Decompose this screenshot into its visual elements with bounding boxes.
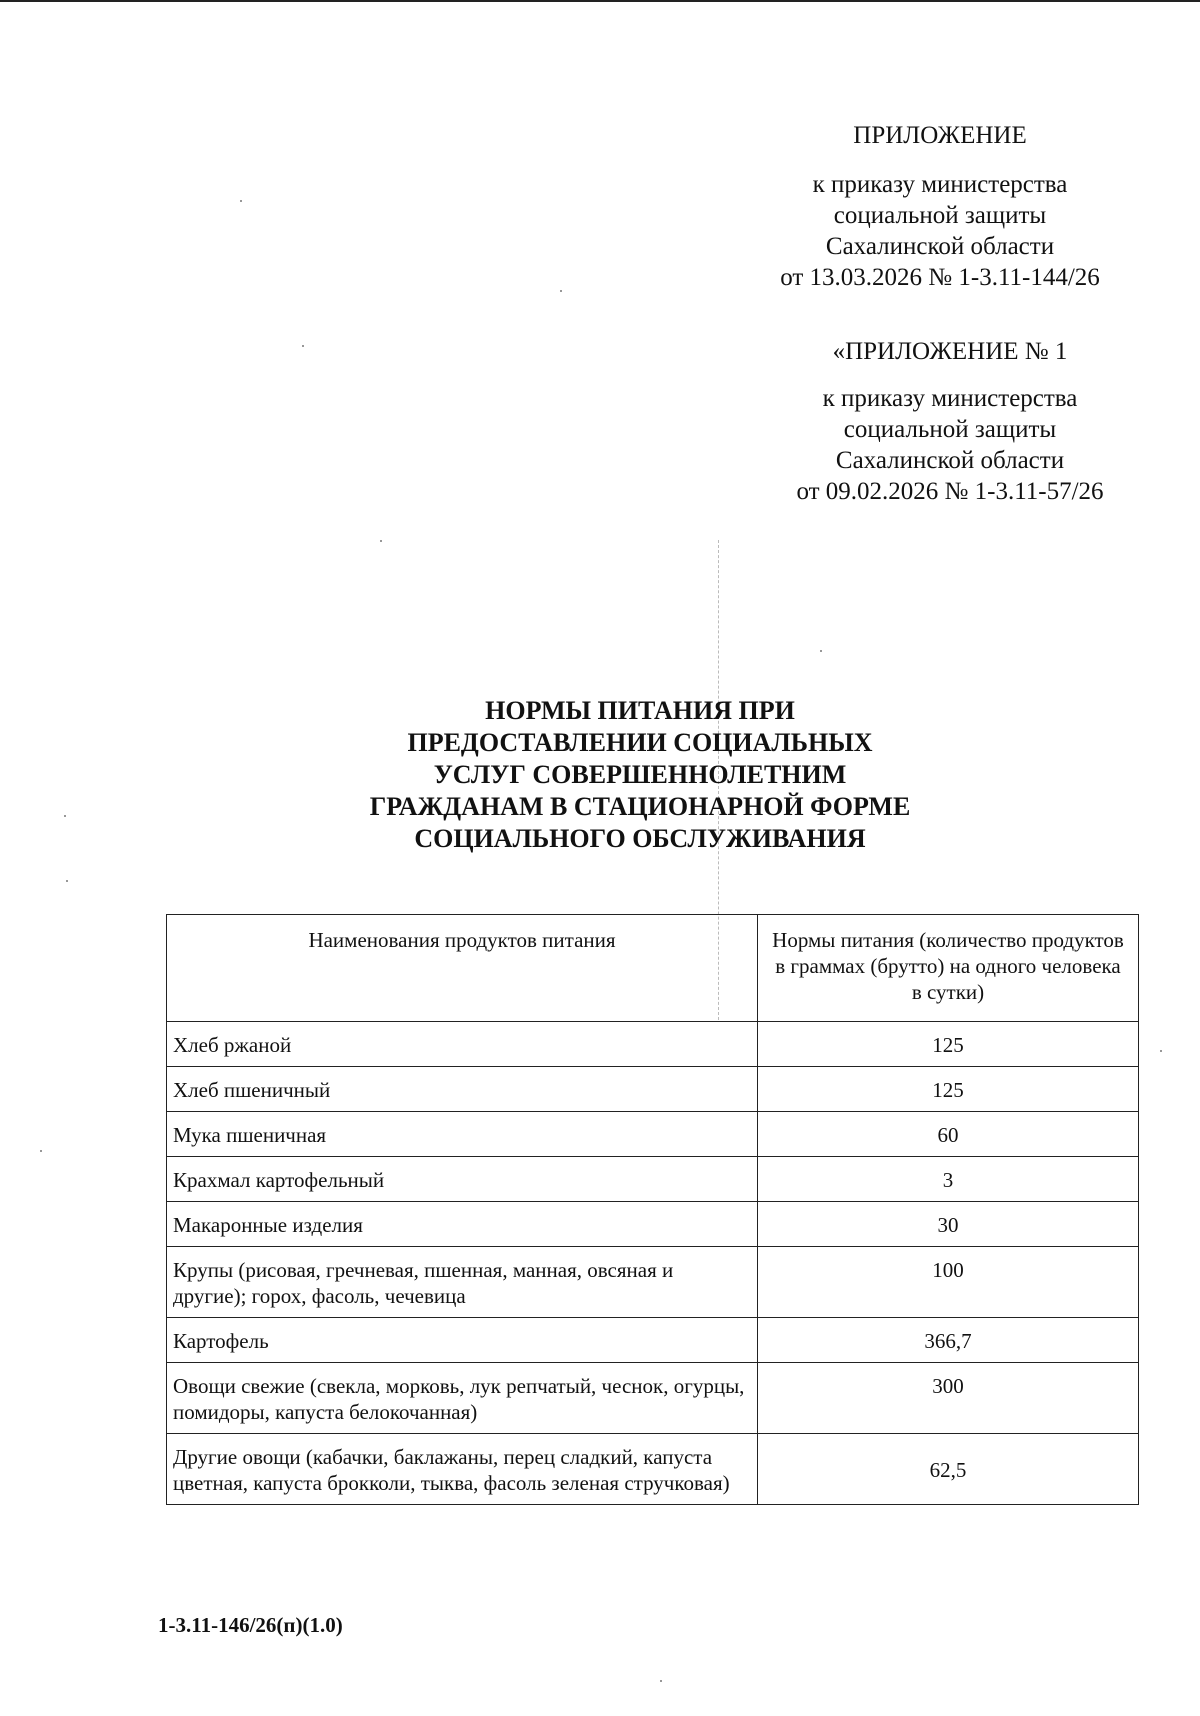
product-name: Крахмал картофельный (167, 1157, 758, 1202)
document-title (160, 695, 1120, 855)
appendix-line: Сахалинской области (825, 233, 1055, 260)
title-line: ГРАЖДАНАМ В СТАЦИОНАРНОЙ ФОРМЕ (369, 792, 911, 821)
product-name: Другие овощи (кабачки, баклажаны, перец сладкий, капуста цветная, капуста брокколи, тыква, фасоль зеленая стручковая) (167, 1434, 758, 1505)
table-row (167, 1112, 1139, 1157)
scan-speck (64, 815, 66, 817)
norm-value: 60 (758, 1112, 1139, 1157)
title-line: СОЦИАЛЬНОГО ОБСЛУЖИВАНИЯ (414, 824, 866, 853)
table-row (167, 1247, 1139, 1318)
product-name: Крупы (рисовая, гречневая, пшенная, манная, овсяная и другие); горох, фасоль, чечевица (167, 1247, 758, 1318)
table-row (167, 1434, 1139, 1505)
norm-value: 300 (758, 1363, 1139, 1434)
scan-speck (1160, 1050, 1162, 1052)
appendix-line: к приказу министерства (812, 171, 1068, 198)
appendix-line: социальной защиты (833, 202, 1047, 229)
scan-speck (660, 1680, 662, 1682)
table-row (167, 1157, 1139, 1202)
product-name: Картофель (167, 1318, 758, 1363)
appendix-block-previous (740, 336, 1160, 507)
table-row (167, 1363, 1139, 1434)
appendix-heading: «ПРИЛОЖЕНИЕ № 1 (832, 338, 1068, 365)
norm-value: 3 (758, 1157, 1139, 1202)
norm-value: 62,5 (758, 1434, 1139, 1505)
norm-value: 125 (758, 1022, 1139, 1067)
scan-speck (66, 880, 68, 882)
scan-speck (240, 200, 242, 202)
appendix-line: от 13.03.2026 № 1-3.11-144/26 (780, 264, 1100, 291)
appendix-block (730, 120, 1150, 293)
scan-speck (560, 290, 562, 292)
title-line: ПРЕДОСТАВЛЕНИИ СОЦИАЛЬНЫХ (407, 728, 873, 757)
nutrition-norms-table (166, 914, 1139, 1505)
norm-value: 30 (758, 1202, 1139, 1247)
scan-speck (820, 650, 822, 652)
table-row (167, 1067, 1139, 1112)
column-header-norm: Нормы питания (количество продуктов в граммах (брутто) на одного человека в сутки) (758, 915, 1139, 1022)
product-name: Хлеб пшеничный (167, 1067, 758, 1112)
table-row (167, 1318, 1139, 1363)
scan-speck (40, 1150, 42, 1152)
product-name: Мука пшеничная (167, 1112, 758, 1157)
appendix-line: Сахалинской области (835, 447, 1065, 474)
title-line: НОРМЫ ПИТАНИЯ ПРИ (485, 696, 795, 725)
scan-speck (302, 345, 304, 347)
appendix-line: социальной защиты (843, 416, 1057, 443)
product-name: Хлеб ржаной (167, 1022, 758, 1067)
norm-value: 125 (758, 1067, 1139, 1112)
product-name: Макаронные изделия (167, 1202, 758, 1247)
norm-value: 366,7 (758, 1318, 1139, 1363)
table-header-row (167, 915, 1139, 1022)
column-header-product: Наименования продуктов питания (167, 915, 758, 1022)
title-line: УСЛУГ СОВЕРШЕННОЛЕТНИМ (433, 760, 847, 789)
appendix-line: от 09.02.2026 № 1-3.11-57/26 (796, 478, 1104, 505)
page-top-edge (0, 0, 1200, 2)
table-row (167, 1202, 1139, 1247)
document-code: 1-3.11-146/26(п)(1.0) (158, 1613, 343, 1637)
product-name: Овощи свежие (свекла, морковь, лук репчатый, чеснок, огурцы, помидоры, капуста белокочанная) (167, 1363, 758, 1434)
norm-value: 100 (758, 1247, 1139, 1318)
appendix-line: к приказу министерства (822, 385, 1078, 412)
appendix-heading: ПРИЛОЖЕНИЕ (853, 122, 1027, 149)
scan-speck (380, 540, 382, 542)
table-row (167, 1022, 1139, 1067)
